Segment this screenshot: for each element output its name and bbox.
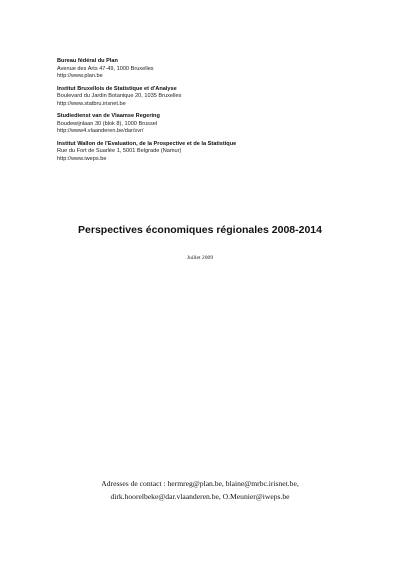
organization-name: Institut Bruxellois de Statistique et d'Analyse bbox=[57, 85, 177, 92]
organization-entry bbox=[57, 58, 377, 81]
organization-entry bbox=[57, 113, 377, 136]
organization-name: Bureau fédéral du Plan bbox=[57, 58, 118, 64]
organization-url: http://www.statbru.irisnet.be bbox=[57, 100, 126, 107]
organization-address: Boulevard du Jardin Botanique 20, 1035 Bruxelles bbox=[57, 93, 182, 99]
organization-url: http://www.plan.be bbox=[57, 73, 103, 79]
contact-line-2: dirk.hoorelbeke@dar.vlaanderen.be, O.Meunier@iweps.be bbox=[110, 491, 290, 501]
organization-address: Avenue des Arts 47-49, 1000 Bruxelles bbox=[57, 65, 154, 72]
contact-line-1: Adresses de contact : hermreg@plan.be, blaine@mrbc.irisnet.be, bbox=[101, 479, 299, 488]
organization-address: Boudewijnlaan 30 (blok 8), 1000 Brussel bbox=[57, 120, 158, 127]
organization-entry bbox=[57, 141, 377, 164]
organization-entry bbox=[57, 86, 377, 109]
organization-name: Studiedienst van de Vlaamse Regering bbox=[57, 113, 160, 119]
organization-url: http://www4.vlaanderen.be/dar/svr/ bbox=[57, 128, 144, 134]
organizations-list bbox=[57, 58, 377, 168]
contact-addresses bbox=[0, 478, 400, 503]
publication-date: Juillet 2009 bbox=[186, 255, 214, 261]
organization-name: Institut Wallon de l'Evaluation, de la Prospective et de la Statistique bbox=[57, 140, 237, 147]
organization-address: Rue du Fort de Suarlée 1, 5001 Belgrade (Namur) bbox=[57, 148, 182, 154]
organization-url: http://www.iweps.be bbox=[57, 155, 107, 162]
document-title: Perspectives économiques régionales 2008-2014 bbox=[78, 224, 322, 236]
